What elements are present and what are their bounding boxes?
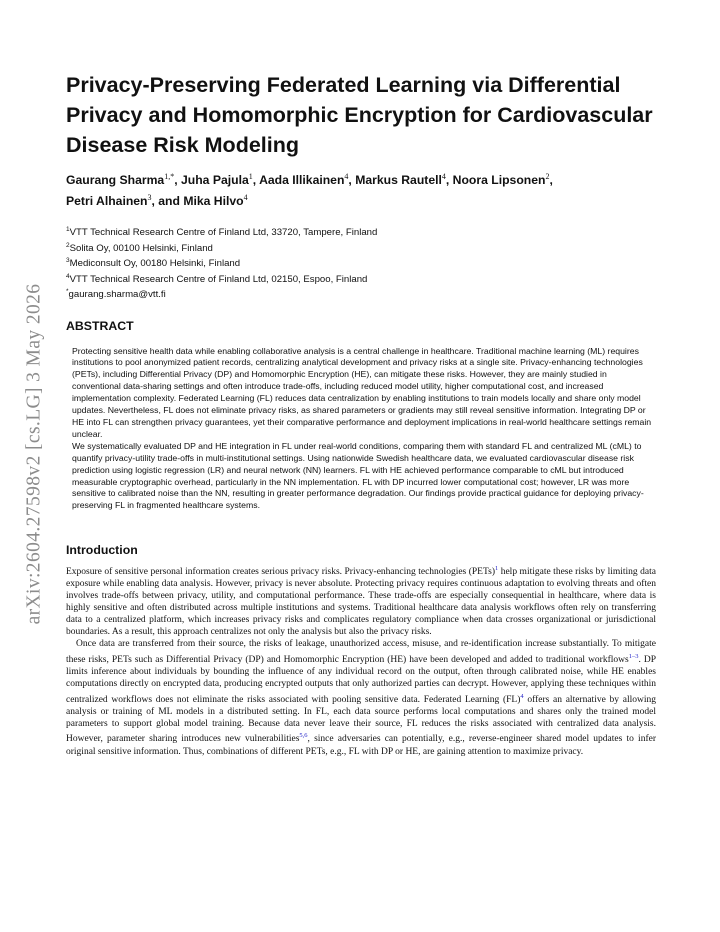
author-separator: , and bbox=[151, 194, 184, 209]
author-affiliation-mark: 1 bbox=[248, 172, 253, 181]
affiliation-text: gaurang.sharma@vtt.fi bbox=[68, 289, 166, 301]
author-affiliation-mark: 2 bbox=[545, 172, 550, 181]
author-name: Aada Illikainen bbox=[259, 173, 345, 188]
author-name: Juha Pajula bbox=[181, 173, 249, 188]
author-affiliation-mark: 1,* bbox=[164, 172, 175, 181]
affiliation-text: Mediconsult Oy, 00180 Helsinki, Finland bbox=[69, 258, 241, 270]
introduction-body bbox=[66, 563, 656, 758]
affiliation-item bbox=[66, 286, 656, 301]
affiliation-item bbox=[66, 240, 656, 255]
author-separator: , bbox=[445, 173, 453, 188]
author-name: Petri Alhainen bbox=[66, 194, 148, 209]
author-separator: , bbox=[174, 173, 181, 188]
affiliation-mark: * bbox=[66, 288, 69, 296]
citation-link[interactable]: 1–3 bbox=[628, 652, 639, 660]
paper-title: Privacy-Preserving Federated Learning via Differential Privacy and Homomorphic Encryption for Cardiovascular Disease Risk Modeling bbox=[66, 73, 653, 157]
introduction-heading: Introduction bbox=[66, 543, 138, 558]
abstract-body bbox=[66, 346, 656, 513]
affiliation-mark: 3 bbox=[66, 257, 70, 265]
affiliation-text: Solita Oy, 00100 Helsinki, Finland bbox=[69, 242, 213, 254]
author-separator: , bbox=[252, 173, 260, 188]
affiliation-mark: 1 bbox=[66, 226, 70, 234]
paper-page bbox=[66, 70, 656, 758]
arxiv-identifier bbox=[17, 262, 51, 646]
author-list bbox=[66, 168, 656, 210]
citation-link[interactable]: 1 bbox=[494, 565, 499, 573]
affiliation-item bbox=[66, 224, 656, 239]
citation-link[interactable]: 5,6 bbox=[299, 732, 308, 740]
author-affiliation-mark: 4 bbox=[243, 193, 248, 203]
author-separator: , bbox=[549, 173, 553, 188]
citation-link[interactable]: 4 bbox=[520, 692, 524, 700]
author-name: Mika Hilvo bbox=[183, 194, 244, 209]
author-name: Markus Rautell bbox=[355, 173, 442, 188]
author-affiliation-mark: 4 bbox=[441, 172, 446, 181]
affiliation-text: VTT Technical Research Centre of Finland Ltd, 02150, Espoo, Finland bbox=[69, 273, 368, 285]
affiliation-text: VTT Technical Research Centre of Finland Ltd, 33720, Tampere, Finland bbox=[69, 227, 378, 239]
author-affiliation-mark: 3 bbox=[147, 193, 152, 203]
intro-paragraph: Exposure of sensitive personal information creates serious privacy risks. Privacy-enhancing technologies (PETs)$^1$ help mitigate these risks by limiting data exposure while enabling data analysis. However, privacy is never absolute. Protecting privacy requires continuous adaptation to evolving threats and often involves trade-offs between privacy, utility, and computational performance. These trade-offs are especially consequential in healthcare, where data is highly sensitive and often distributed across multiple institutions and systems. Traditional healthcare data analysis workflows often rely on transferring data to a centralized platform, which increases privacy risks and complicates regulatory compliance when data crosses organizational or jurisdictional boundaries. As a result, this approach centralizes not only the analysis but also the privacy risks. bbox=[66, 565, 656, 637]
author-name: Gaurang Sharma bbox=[66, 173, 165, 188]
intro-paragraph: Once data are transferred from their source, the risks of leakage, unauthorized access, misuse, and re-identification increase substantially. To mitigate these risks, PETs such as Differential Privacy (DP) and Homomorphic Encryption (HE) have been developed and added to traditional workflows$^{1-3}$. DP limits inference about individuals by bounding the influence of any individual record on the output, often through calibrated noise, while HE enables computations directly on encrypted data, producing encrypted outputs that only authorized parties can decrypt. However, applying these techniques within centralized workflows does not eliminate the risks associated with pooling sensitive data. Federated Learning (FL)$^4$ offers an alternative by allowing analysis or training of ML models in a distributed setting. In FL, each data source performs local computations and shares only the trained model parameters to support global model training. Because data never leave their source, FL reduces the risks associated with centralized data analysis. However, parameter sharing introduces new vulnerabilities$^{5,6}$, since adversaries can potentially, e.g., reverse-engineer shared model updates to infer original sensitive information. Thus, combinations of different PETs, e.g., FL with DP or HE, are gaining attention to maximize privacy. bbox=[66, 638, 656, 757]
affiliation-item bbox=[66, 271, 656, 286]
affiliation-mark: 2 bbox=[66, 241, 70, 249]
abstract-paragraph: We systematically evaluated DP and HE integration in FL under real-world conditions, comparing them with standard FL and centralized ML (cML) to quantify privacy-utility trade-offs in multi-institutional settings. Using nationwide Swedish healthcare data, we evaluated cardiovascular disease risk prediction using logistic regression (LR) and neural network (NN) learners. FL with HE achieved performance comparable to cML but introduced measurable cryptographic overhead, particularly in the NN implementation. FL with DP incurred lower computational cost; however, LR was more sensitive to calibrated noise than the NN, resulting in greater performance degradation. Our findings provide practical guidance for deploying privacy-preserving FL in fragmented healthcare systems. bbox=[72, 440, 644, 511]
affiliation-item bbox=[66, 255, 656, 270]
arxiv-identifier-text: arXiv:2604.27598v2 [cs.LG] 3 May 2026 bbox=[23, 283, 44, 625]
abstract-heading: ABSTRACT bbox=[66, 318, 134, 333]
author-affiliation-mark: 4 bbox=[344, 172, 349, 181]
affiliation-list bbox=[66, 224, 656, 301]
author-name: Noora Lipsonen bbox=[452, 173, 546, 188]
abstract-paragraph: Protecting sensitive health data while enabling collaborative analysis is a central challenge in healthcare. Traditional machine learning (ML) requires institutions to pool anonymized patient records, centralizing analytical development and privacy risks at a single site. Privacy-enhancing technologies (PETs), including Differential Privacy (DP) and Homomorphic Encryption (HE), can mitigate these risks. However, they are mainly studied in conventional data-sharing settings and often introduce trade-offs, including reduced model utility, higher computational cost, and increased implementation complexity. Federated Learning (FL) reduces data centralization by enabling institutions to train models locally and share only model updates. Nevertheless, FL does not eliminate privacy risks, as shared parameters or gradients may still reveal sensitive information. Integrating DP or HE into FL can strengthen privacy guarantees, yet their comparative performance and deployment implications in real-world healthcare settings remain unclear. bbox=[72, 345, 652, 439]
affiliation-mark: 4 bbox=[66, 272, 70, 280]
author-separator: , bbox=[348, 173, 356, 188]
